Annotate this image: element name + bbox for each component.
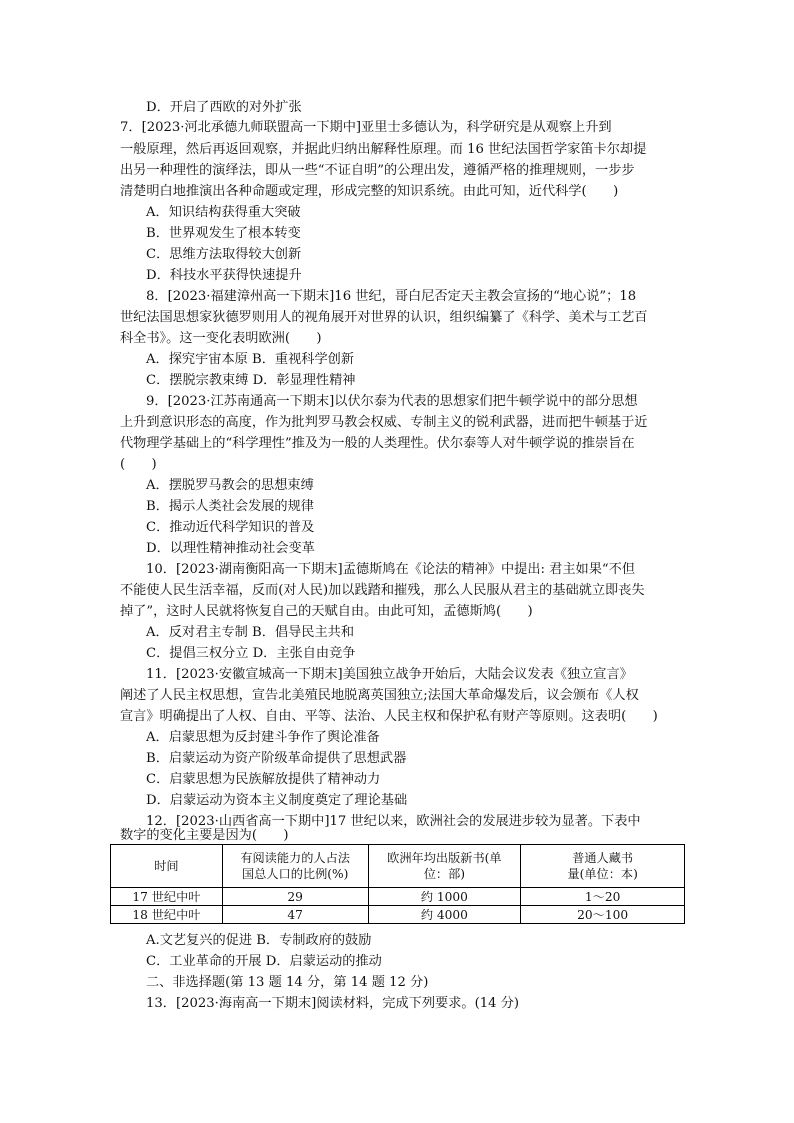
table-header-row (111, 845, 685, 888)
q9-stem-line-4: ( ) (120, 457, 157, 472)
q8-stem-line-1: 8．[2023·福建漳州高一下期末]16 世纪，哥白尼否定天主教会宣扬的“地心说”；18 (146, 289, 637, 304)
q9-option-d: D．以理性精神推动社会变革 (146, 541, 315, 556)
q12-options-cd: C．工业革命的开展 D．启蒙运动的推动 (146, 954, 382, 969)
q8-stem-line-2: 世纪法国思想家狄德罗则用人的视角展开对世界的认识，组织编纂了《科学、美术与工艺百 (120, 310, 648, 325)
q10-stem-line-1: 10．[2023·湖南衡阳高一下期末]孟德斯鸠在《论法的精神》中提出: 君主如果“不但 (146, 562, 636, 577)
table-header-cell: 有阅读能力的人占法 国总人口的比例(%) (222, 845, 368, 888)
q7-stem-line-4: 清楚明白地推演出各种命题或定理，形成完整的知识系统。由此可知，近代科学( ) (120, 184, 619, 199)
table-row (111, 888, 685, 906)
q7-option-c: C．思维方法取得较大创新 (146, 247, 302, 262)
q9-option-a: A．摆脱罗马教会的思想束缚 (146, 478, 314, 493)
table-cell: 1～20 (521, 888, 685, 906)
data-table (110, 844, 685, 924)
q12-stem-line-1: 12．[2023·山西省高一下期中]17 世纪以来，欧洲社会的发展进步较为显著。下表中 (146, 814, 641, 829)
q11-option-a: A．启蒙思想为反封建斗争作了舆论准备 (146, 730, 380, 745)
table-cell: 18 世纪中叶 (111, 906, 223, 924)
q9-stem-line-1: 9．[2023·江苏南通高一下期末]以伏尔泰为代表的思想家们把牛顿学说中的部分思想 (146, 394, 638, 409)
table-cell: 约 4000 (368, 906, 521, 924)
q8-options-cd: C．摆脱宗教束缚 D．彰显理性精神 (146, 373, 356, 388)
table-header-cell: 欧洲年均出版新书(单 位：部) (368, 845, 521, 888)
q7-stem-line-3: 出另一种理性的演绎法，即从一些“不证自明”的公理出发，遵循严格的推理规则，一步步 (120, 163, 635, 178)
q11-option-d: D．启蒙运动为资本主义制度奠定了理论基础 (146, 793, 408, 808)
q10-options-cd: C．提倡三权分立 D．主张自由竞争 (146, 646, 356, 661)
q9-stem-line-3: 代物理学基础上的“科学理性”推及为一般的人类理性。伏尔泰等人对牛顿学说的推崇旨在 (120, 436, 635, 451)
table-cell: 20～100 (521, 906, 685, 924)
q6-option-d: D．开启了西欧的对外扩张 (146, 100, 302, 115)
q11-stem-line-3: 宣言》明确提出了人权、自由、平等、法治、人民主权和保护私有财产等原则。这表明( ) (120, 709, 658, 724)
q7-stem-line-2: 一般原理，然后再返回观察，并据此归纳出解释性原理。而 16 世纪法国哲学家笛卡尔却提 (120, 142, 647, 157)
q8-stem-line-3: 科全书》。这一变化表明欧洲( ) (120, 331, 322, 346)
table-row (111, 906, 685, 924)
q7-option-a: A．知识结构获得重大突破 (146, 205, 301, 220)
q11-stem-line-2: 阐述了人民主权思想，宣告北美殖民地脱离英国独立;法国大革命爆发后，议会颁布《人权 (120, 688, 639, 703)
section-heading-non-choice: 二、非选择题(第 13 题 14 分，第 14 题 12 分) (146, 975, 429, 990)
table-cell: 47 (222, 906, 368, 924)
q7-option-b: B．世界观发生了根本转变 (146, 226, 301, 241)
table-cell: 约 1000 (368, 888, 521, 906)
q7-option-d: D．科技水平获得快速提升 (146, 268, 302, 283)
q12-options-ab: A.文艺复兴的促进 B．专制政府的鼓励 (146, 933, 372, 948)
q10-stem-line-3: 掉了”，这时人民就将恢复自己的天赋自由。由此可知，孟德斯鸠( ) (120, 604, 533, 619)
q10-stem-line-2: 不能使人民生活幸福，反而(对人民)加以践踏和摧残，那么人民服从君主的基础就立即丧失 (120, 583, 645, 598)
q11-option-b: B．启蒙运动为资产阶级革命提供了思想武器 (146, 751, 407, 766)
table-header-cell: 时间 (111, 845, 223, 888)
q10-options-ab: A．反对君主专制 B．倡导民主共和 (146, 625, 355, 640)
q7-stem-line-1: 7．[2023·河北承德九师联盟高一下期中]亚里士多德认为，科学研究是从观察上升到 (120, 120, 612, 135)
table-cell: 17 世纪中叶 (111, 888, 223, 906)
q11-stem-line-1: 11．[2023·安徽宣城高一下期末]美国独立战争开始后，大陆会议发表《独立宣言》 (146, 667, 633, 682)
q12-stem-line-2: 数字的变化主要是因为( ) (120, 828, 289, 843)
q8-options-ab: A．探究宇宙本原 B．重视科学创新 (146, 352, 355, 367)
table-header-cell: 普通人藏书 量(单位：本) (521, 845, 685, 888)
q11-option-c: C．启蒙思想为民族解放提供了精神动力 (146, 772, 381, 787)
q13-stem: 13．[2023·海南高一下期末]阅读材料，完成下列要求。(14 分) (146, 996, 520, 1011)
q9-option-c: C．推动近代科学知识的普及 (146, 520, 315, 535)
q9-option-b: B．揭示人类社会发展的规律 (146, 499, 314, 514)
q9-stem-line-2: 上升到意识形态的高度，作为批判罗马教会权威、专制主义的锐利武器，进而把牛顿基于近 (120, 415, 648, 430)
table-cell: 29 (222, 888, 368, 906)
